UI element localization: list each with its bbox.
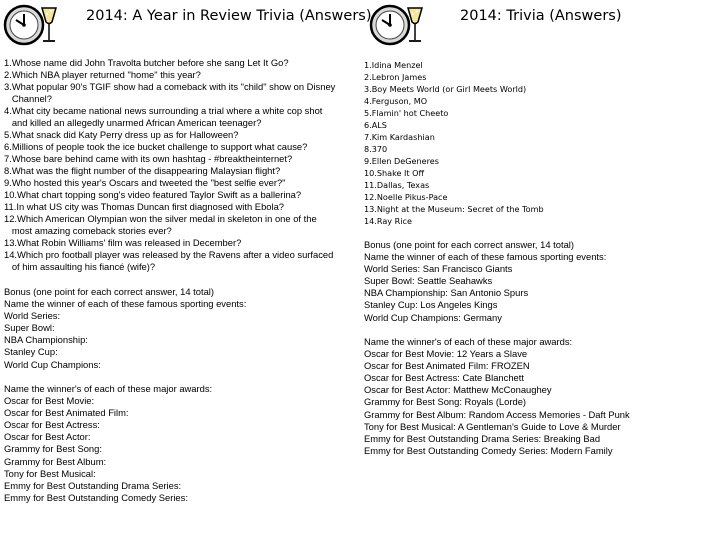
answer-line: 11.Dallas, Texas <box>364 180 430 190</box>
answer-line: 1.Idina Menzel <box>364 60 423 70</box>
answer-line: 9.Ellen DeGeneres <box>364 156 439 166</box>
awards-section-right <box>364 336 630 457</box>
clock-champagne-icon <box>368 2 426 48</box>
question-line: most amazing comeback stories ever? <box>4 225 172 236</box>
bonus-sports-section-right <box>364 239 606 324</box>
award-line: Grammy for Best Album: Random Access Memories - Daft Punk <box>364 408 630 420</box>
answer-line: 10.Shake It Off <box>364 168 425 178</box>
bonus-line: World Series: <box>4 310 61 322</box>
award-line: Oscar for Best Actress: <box>4 419 100 431</box>
question-line: 10.What chart topping song's video featured Taylor Swift as a ballerina? <box>4 189 302 200</box>
bonus-line: Super Bowl: Seattle Seahawks <box>364 275 493 287</box>
answer-line: 6.ALS <box>364 120 387 130</box>
award-line: Grammy for Best Song: Royals (Lorde) <box>364 396 527 408</box>
question-line: 5.What snack did Katy Perry dress up as for Halloween? <box>4 129 239 140</box>
award-line: Oscar for Best Movie: <box>4 395 95 407</box>
bonus-line: Name the winner of each of these famous sporting events: <box>4 298 247 310</box>
question-line: 11.In what US city was Thomas Duncan first diagnosed with Ebola? <box>4 201 285 212</box>
award-line: Tony for Best Musical: A Gentleman's Guide to Love & Murder <box>364 420 621 432</box>
answer-list <box>364 59 544 227</box>
award-line: Grammy for Best Album: <box>4 455 107 467</box>
answer-line: 5.Flamin' hot Cheeto <box>364 108 449 118</box>
bonus-line: World Cup Champions: <box>4 358 101 370</box>
question-line: 1.Whose name did John Travolta butcher before she sang Let It Go? <box>4 57 289 68</box>
question-line: 6.Millions of people took the ice bucket challenge to support what cause? <box>4 141 308 152</box>
clock-champagne-icon <box>2 2 60 48</box>
bonus-line: Bonus (one point for each correct answer, 14 total) <box>4 286 215 297</box>
question-line: 14.Which pro football player was released by the Ravens after a video surfaced <box>4 249 334 260</box>
bonus-sports-section-left <box>4 286 246 371</box>
bonus-line: Super Bowl: <box>4 322 55 334</box>
award-line: Name the winner's of each of these major awards: <box>4 383 213 394</box>
answer-line: 12.Noelle Pikus-Pace <box>364 192 448 202</box>
bonus-line: NBA Championship: <box>4 334 88 346</box>
award-line: Tony for Best Musical: <box>4 467 96 479</box>
award-line: Oscar for Best Actress: Cate Blanchett <box>364 372 524 384</box>
question-line: 9.Who hosted this year's Oscars and tweeted the "best selfie ever?" <box>4 177 286 188</box>
question-line: 12.Which American Olympian won the silver medal in skeleton in one of the <box>4 213 317 224</box>
answer-line: 14.Ray Rice <box>364 216 412 226</box>
bonus-line: Stanley Cup: Los Angeles Kings <box>364 299 498 311</box>
question-line: 8.What was the flight number of the disappearing Malaysian flight? <box>4 165 281 176</box>
award-line: Oscar for Best Actor: <box>4 431 91 443</box>
award-line: Name the winner's of each of these major awards: <box>364 336 573 347</box>
award-line: Emmy for Best Outstanding Comedy Series: <box>4 491 188 503</box>
question-line: 4.What city became national news surrounding a trial where a white cop shot <box>4 105 323 116</box>
answer-line: 4.Ferguson, MO <box>364 96 428 106</box>
answer-line: 2.Lebron James <box>364 72 427 82</box>
answer-line: 13.Night at the Museum: Secret of the Tomb <box>364 204 544 214</box>
question-list <box>4 57 360 273</box>
award-line: Oscar for Best Animated Film: <box>4 407 129 419</box>
answer-line: 3.Boy Meets World (or Girl Meets World) <box>364 84 527 94</box>
award-line: Oscar for Best Animated Film: FROZEN <box>364 360 530 372</box>
question-line: Channel? <box>4 93 52 104</box>
award-line: Oscar for Best Movie: 12 Years a Slave <box>364 348 528 360</box>
bonus-line: Bonus (one point for each correct answer, 14 total) <box>364 239 575 250</box>
answer-line: 8.370 <box>364 144 388 154</box>
award-line: Emmy for Best Outstanding Drama Series: <box>4 479 182 491</box>
question-line: 2.Which NBA player returned "home" this year? <box>4 69 201 80</box>
answer-line: 7.Kim Kardashian <box>364 132 435 142</box>
awards-section-left <box>4 383 212 504</box>
page-title-left: 2014: A Year in Review Trivia (Answers) <box>86 8 372 24</box>
page-title-right: 2014: Trivia (Answers) <box>460 8 622 24</box>
question-line: and killed an allegedly unarmed African American teenager? <box>4 117 262 128</box>
bonus-line: Stanley Cup: <box>4 346 58 358</box>
bonus-line: World Series: San Francisco Giants <box>364 263 513 275</box>
bonus-line: Name the winner of each of these famous sporting events: <box>364 251 607 263</box>
award-line: Emmy for Best Outstanding Comedy Series: Modern Family <box>364 444 613 456</box>
question-line: 13.What Robin Williams' film was released in December? <box>4 237 242 248</box>
award-line: Emmy for Best Outstanding Drama Series: Breaking Bad <box>364 432 601 444</box>
bonus-line: NBA Championship: San Antonio Spurs <box>364 287 529 299</box>
award-line: Grammy for Best Song: <box>4 443 102 455</box>
bonus-line: World Cup Champions: Germany <box>364 311 502 323</box>
award-line: Oscar for Best Actor: Matthew McConaughey <box>364 384 552 396</box>
question-line: 7.Whose bare behind came with its own hashtag - #breaktheinternet? <box>4 153 293 164</box>
question-line: 3.What popular 90's TGIF show had a comeback with its "child" show on Disney <box>4 81 336 92</box>
question-line: of him assaulting his fiancé (wife)? <box>4 261 156 272</box>
